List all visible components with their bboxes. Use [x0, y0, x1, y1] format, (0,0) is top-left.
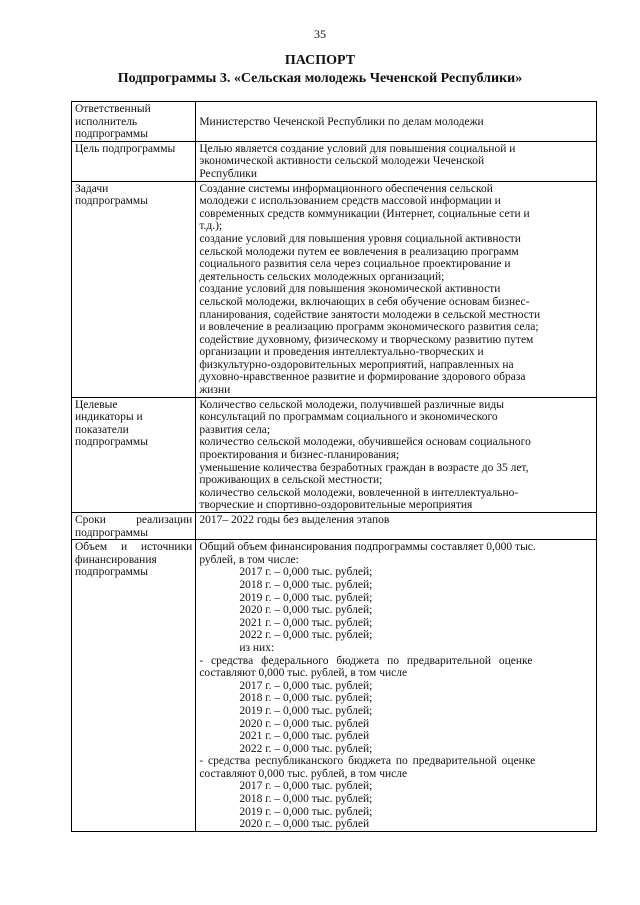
tasks-label	[72, 181, 196, 397]
year-line: 2020 г. – 0,000 тыс. рублей	[239, 818, 370, 831]
terms-value: 2017– 2022 годы без выделения этапов	[196, 513, 597, 540]
table-row-goal	[72, 141, 597, 181]
text-line: - средства федерального бюджета по предварительной оценке	[199, 654, 533, 667]
text-line: жизни	[199, 384, 231, 397]
label-word: реализации	[136, 514, 193, 526]
label-line: подпрограммы	[75, 436, 148, 449]
text-line: молодежи с использованием средств массовой информации и	[199, 195, 501, 208]
text-line: Общий объем финансирования подпрограммы составляет 0,000 тыс.	[199, 541, 536, 554]
document-title: ПАСПОРТ	[284, 53, 356, 68]
text-line: Количество сельской молодежи, получившей различные виды	[199, 398, 504, 411]
year-line: 2020 г. – 0,000 тыс. рублей	[239, 717, 370, 730]
executor-value: Министерство Чеченской Республики по делам молодежи	[196, 102, 597, 142]
text-line: содействие духовному, физическому и творческому развитию путем	[199, 333, 534, 346]
document-subtitle: Подпрограммы 3. «Сельская молодежь Чеченской Республики»	[117, 71, 523, 86]
year-line: 2022 г. – 0,000 тыс. рублей;	[239, 742, 373, 755]
text-line: духовно-нравственное развитие и формирование здорового образа	[199, 371, 526, 384]
text-line: уменьшение количества безработных граждан в возрасте до 35 лет,	[199, 461, 529, 474]
passport-table	[71, 101, 597, 832]
funding-value	[196, 540, 597, 832]
label-line: исполнитель	[75, 115, 138, 128]
text-line: из них:	[239, 641, 275, 654]
text-line: социального развития села через социальное проектирование и	[199, 258, 511, 271]
tasks-value	[196, 181, 597, 397]
label-line	[75, 514, 192, 527]
year-line: 2017 г. – 0,000 тыс. рублей;	[239, 780, 373, 793]
text-line: современных средств коммуникации (Интернет, социальные сети и	[199, 207, 530, 220]
year-line: 2022 г. – 0,000 тыс. рублей;	[239, 629, 373, 642]
year-line: 2019 г. – 0,000 тыс. рублей;	[239, 591, 373, 604]
text-line: проживающих в сельской местности;	[199, 474, 383, 487]
text-line: рублей, в том числе:	[199, 553, 299, 566]
label-line: Задачи	[75, 182, 109, 195]
goal-label: Цель подпрограммы	[72, 141, 196, 181]
label-line: подпрограммы	[75, 566, 148, 579]
indicators-value	[196, 397, 597, 512]
table-row-funding	[72, 540, 597, 832]
page-number: 35	[314, 27, 326, 41]
year-line: 2018 г. – 0,000 тыс. рублей;	[239, 578, 373, 591]
text-line: создание условий для повышения экономической активности	[199, 283, 501, 296]
label-word: и	[120, 541, 128, 554]
text-line: проектирования и бизнес-планирования;	[199, 449, 400, 462]
label-line: Целевые	[75, 398, 118, 411]
label-line	[75, 541, 192, 554]
table-row-terms	[72, 513, 597, 540]
year-line: 2021 г. – 0,000 тыс. рублей	[239, 730, 370, 743]
funding-label	[72, 540, 196, 832]
table-row-indicators	[72, 397, 597, 512]
executor-label	[72, 102, 196, 142]
text-line: планирования, содействие занятости молодежи в сельской местности	[199, 308, 541, 321]
year-line: 2020 г. – 0,000 тыс. рублей;	[239, 604, 373, 617]
label-line: финансирования	[75, 553, 157, 566]
year-line: 2021 г. – 0,000 тыс. рублей;	[239, 616, 373, 629]
indicators-label	[72, 397, 196, 512]
text-line: составляют 0,000 тыс. рублей, в том числе	[199, 667, 408, 680]
text-line: физкультурно-оздоровительных мероприятий, направленных на	[199, 358, 514, 371]
text-line: сельской молодежи, включающих в себя обучение основам бизнес-	[199, 295, 530, 308]
text-line: экономической активности сельской молодежи Чеченской	[199, 155, 485, 168]
year-line: 2019 г. – 0,000 тыс. рублей;	[239, 805, 373, 818]
text-line: создание условий для повышения уровня социальной активности	[199, 232, 521, 245]
text-line: организации и проведения интеллектуально-творческих и	[199, 346, 484, 359]
label-word: Объем	[75, 541, 108, 554]
label-line: подпрограммы	[75, 195, 148, 208]
label-word: Сроки	[75, 514, 106, 526]
text-line: сельской молодежи путем ее вовлечения в реализацию программ	[199, 245, 519, 258]
text-line: Республики	[199, 167, 258, 180]
text-line: консультаций по программам социального и экономического	[199, 411, 498, 424]
text-line: развития села;	[199, 423, 271, 436]
year-line: 2017 г. – 0,000 тыс. рублей;	[239, 679, 373, 692]
year-line: 2018 г. – 0,000 тыс. рублей;	[239, 692, 373, 705]
terms-label	[72, 513, 196, 540]
label-line: подпрограммы	[75, 128, 148, 141]
goal-value	[196, 141, 597, 181]
text-line: Целью является создание условий для повышения социальной и	[199, 142, 516, 155]
table-row-tasks	[72, 181, 597, 397]
text-line: и вовлечение в реализацию программ экономического развития села;	[199, 321, 539, 334]
label-line: подпрограммы	[75, 526, 148, 539]
label-line: показатели	[75, 423, 129, 436]
text-line: количество сельской молодежи, обучившейся основам социального	[199, 436, 531, 449]
label-word: источники	[140, 541, 193, 554]
label-line: индикаторы и	[75, 411, 143, 424]
text-line: деятельность сельских молодежных организаций;	[199, 270, 445, 283]
year-line: 2018 г. – 0,000 тыс. рублей;	[239, 793, 373, 806]
year-line: 2017 г. – 0,000 тыс. рублей;	[239, 566, 373, 579]
label-line: Ответственный	[75, 103, 151, 115]
text-line: т.д.);	[199, 220, 223, 233]
year-line: 2019 г. – 0,000 тыс. рублей;	[239, 704, 373, 717]
text-line: - средства республиканского бюджета по предварительной оценке	[199, 755, 536, 768]
text-line: количество сельской молодежи, вовлеченной в интеллектуально-	[199, 486, 519, 499]
text-line: творческие и спортивно-оздоровительные мероприятия	[199, 499, 473, 512]
text-line: Создание системы информационного обеспечения сельской	[199, 182, 493, 195]
table-row-executor	[72, 102, 597, 142]
text-line: составляют 0,000 тыс. рублей, в том числе	[199, 767, 408, 780]
